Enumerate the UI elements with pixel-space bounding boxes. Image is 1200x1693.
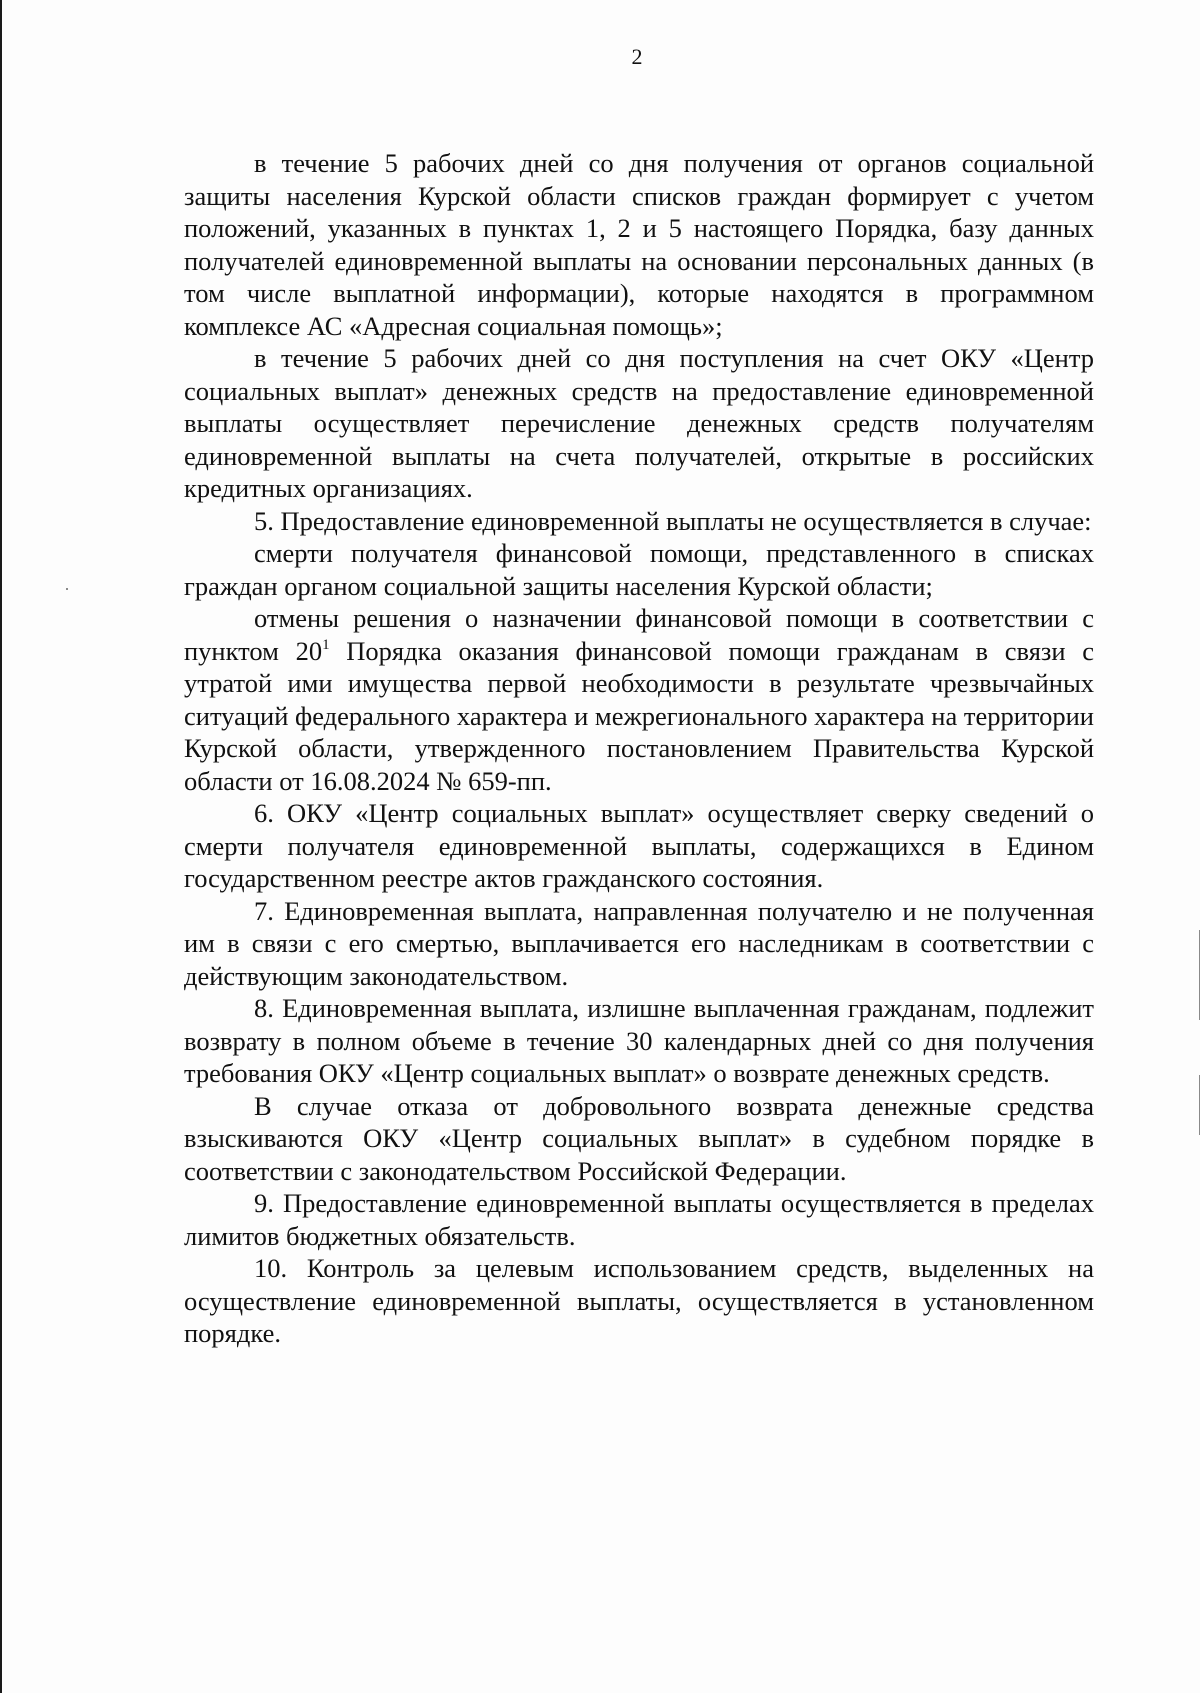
paragraph-funds-transfer: в течение 5 рабочих дней со дня поступления на счет ОКУ «Центр социальных выплат» денежных средств на предоставление единовременной выплаты осуществляет перечисление денежных средств получателям единовременной выплаты на счета получателей, открытые в российских кредитных организациях. [184,343,1094,503]
paragraph-death-case: смерти получателя финансовой помощи, представленного в списках граждан органом социальной защиты населения Курской области; [184,538,1094,601]
paragraph-item-7: 7. Единовременная выплата, направленная получателю и не полученная им в связи с его смертью, выплачивается его наследникам в соответствии с действующим законодательством. [184,895,1094,991]
paragraph-item-8: 8. Единовременная выплата, излишне выплаченная гражданам, подлежит возврату в полном объеме в течение 30 календарных дней со дня получения требования ОКУ «Центр социальных выплат» о возврате денежных средств. [184,993,1094,1088]
paragraph-text-part: Порядка оказания финансовой помощи гражданам в связи с утратой ими имущества первой необходимости в результате чрезвычайных ситуаций федерального характера и межрегионального характера на территории Курской области, утвержденного постановлением Правительства Курской области от 16.08.2024 № 659-пп. [184,635,1094,796]
paragraph-refusal-case: В случае отказа от добровольного возврата денежные средства взыскиваются ОКУ «Центр социальных выплат» в судебном порядке в соответствии с законодательством Российской Федерации. [184,1090,1094,1186]
paragraph-item-5: 5. Предоставление единовременной выплаты не осуществляется в случае: [254,505,1092,536]
paragraph-item-10: 10. Контроль за целевым использованием средств, выделенных на осуществление единовременной выплаты, осуществляется в установленном порядке. [184,1253,1094,1348]
page-number: 2 [631,44,643,69]
document-body [184,147,1094,1350]
paragraph-database-formation: в течение 5 рабочих дней со дня получения от органов социальной защиты населения Курской области списков граждан формирует с учетом положений, указанных в пунктах 1, 2 и 5 настоящего Порядка, базу данных получателей единовременной выплаты на основании персональных данных (в том числе выплатной информации), которые находятся в программном комплексе АС «Адресная социальная помощь»; [184,148,1094,341]
paragraph-item-9: 9. Предоставление единовременной выплаты осуществляется в пределах лимитов бюджетных обязательств. [184,1188,1094,1251]
paragraph-item-6: 6. ОКУ «Центр социальных выплат» осуществляет сверку сведений о смерти получателя единовременной выплаты, содержащихся в Едином государственном реестре актов гражданского состояния. [184,798,1094,893]
paragraph-text-part: отмены решения о назначении финансовой помощи в соответствии с пунктом 20 [184,603,1094,666]
superscript: 1 [322,636,330,653]
scan-artifact [66,588,68,590]
paragraph-cancellation-case [184,602,1094,797]
